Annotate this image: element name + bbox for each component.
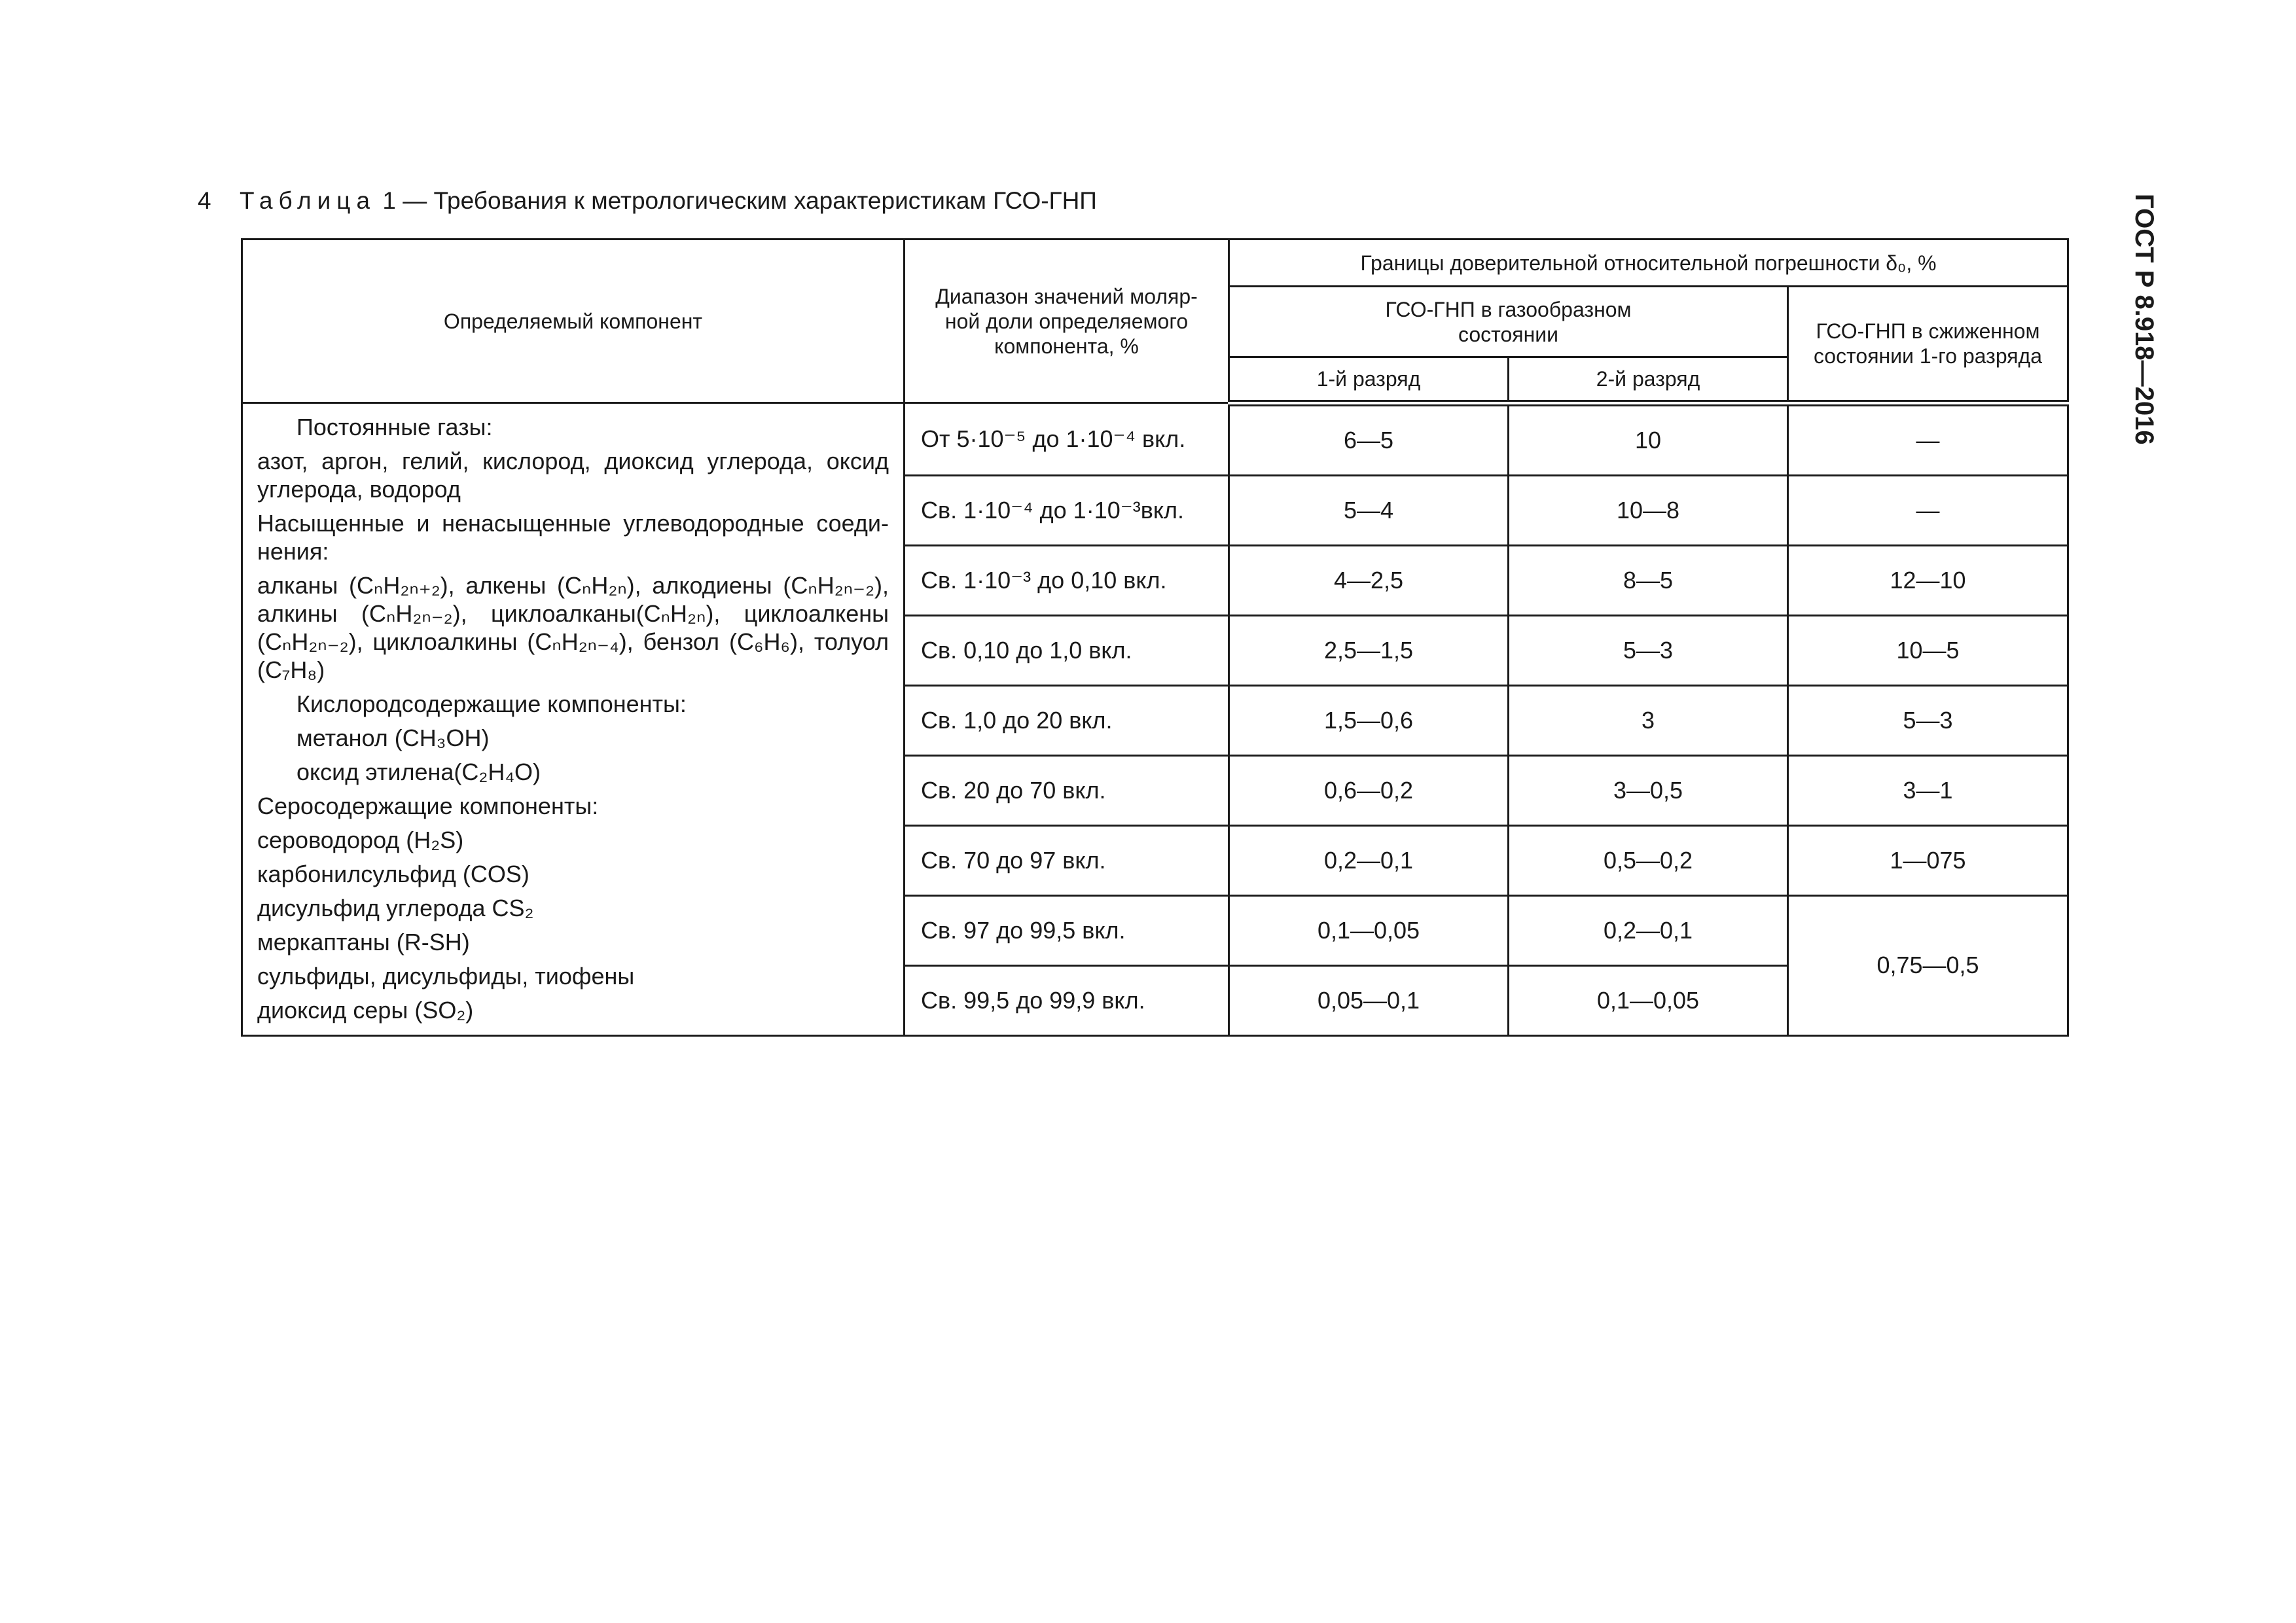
component-line: диоксид серы (SO₂) [257, 997, 474, 1024]
range-cell: Св. 70 до 97 вкл. [905, 825, 1229, 895]
rank1-cell: 4—2,5 [1229, 545, 1509, 615]
range-cell: Св. 0,10 до 1,0 вкл. [905, 615, 1229, 685]
component-line: алканы (CₙH₂ₙ₊₂), алкены (CₙH₂ₙ), алкодиены (CₙH₂ₙ₋₂), алкины (CₙH₂ₙ₋₂), циклоалканы(CₙH₂ₙ), циклоалкены (CₙH₂ₙ₋₂), циклоалкины (CₙH₂ₙ₋₄), бензол (C₆H₆), толуол (C₇H₈) [257, 572, 889, 683]
rank1-cell: 1,5—0,6 [1229, 685, 1509, 755]
rank2-cell: 3 [1509, 685, 1788, 755]
liquid-cell: 10—5 [1788, 615, 2068, 685]
component-line: метанол (CH₃OH) [296, 724, 490, 751]
header-range: Диапазон значений моляр-ной доли определяемого компонента, % [905, 240, 1229, 403]
rank1-cell: 0,1—0,05 [1229, 895, 1509, 965]
range-cell: Св. 1·10⁻⁴ до 1·10⁻³вкл. [905, 475, 1229, 545]
range-cell: Св. 1,0 до 20 вкл. [905, 685, 1229, 755]
component-line: азот, аргон, гелий, кислород, диоксид углерода, оксид углерода, водород [257, 448, 889, 503]
rank2-cell: 8—5 [1509, 545, 1788, 615]
range-cell: Св. 20 до 70 вкл. [905, 755, 1229, 825]
component-line: оксид этилена(C₂H₄O) [296, 758, 541, 785]
component-line: Кислородсодержащие компоненты: [296, 690, 687, 717]
component-line: сероводород (H₂S) [257, 827, 464, 853]
component-line: сульфиды, дисульфиды, тиофены [257, 963, 635, 990]
rank2-cell: 0,5—0,2 [1509, 825, 1788, 895]
liquid-cell: — [1788, 403, 2068, 476]
caption-title: 1 — Требования к метрологическим характеристикам ГСО-ГНП [376, 187, 1097, 214]
components-cell [242, 403, 905, 1036]
table-caption [240, 187, 1097, 215]
component-line: дисульфид углерода CS₂ [257, 895, 534, 921]
liquid-cell: 5—3 [1788, 685, 2068, 755]
range-cell: Св. 97 до 99,5 вкл. [905, 895, 1229, 965]
rank1-cell: 0,05—0,1 [1229, 965, 1509, 1035]
header-rank1: 1-й разряд [1229, 357, 1509, 403]
page-number: 4 [198, 187, 211, 214]
rank1-cell: 2,5—1,5 [1229, 615, 1509, 685]
range-cell: От 5·10⁻⁵ до 1·10⁻⁴ вкл. [905, 403, 1229, 476]
rank1-cell: 6—5 [1229, 403, 1509, 476]
liquid-cell: 12—10 [1788, 545, 2068, 615]
component-line: Насыщенные и ненасыщенные углеводородные соеди-нения: [257, 510, 889, 565]
range-cell: Св. 1·10⁻³ до 0,10 вкл. [905, 545, 1229, 615]
component-line: меркаптаны (R-SH) [257, 929, 470, 955]
header-rank2: 2-й разряд [1509, 357, 1788, 403]
metrology-table [241, 238, 2069, 1037]
document-code: ГОСТ Р 8.918—2016 [2130, 194, 2159, 445]
rank1-cell: 5—4 [1229, 475, 1509, 545]
rank2-cell: 0,1—0,05 [1509, 965, 1788, 1035]
liquid-cell: — [1788, 475, 2068, 545]
header-gas-state: ГСО-ГНП в газообразном состоянии [1229, 287, 1788, 357]
caption-prefix: Таблица [240, 187, 376, 214]
rank2-cell: 3—0,5 [1509, 755, 1788, 825]
rank1-cell: 0,2—0,1 [1229, 825, 1509, 895]
liquid-cell-merged: 0,75—0,5 [1788, 895, 2068, 1035]
liquid-cell: 3—1 [1788, 755, 2068, 825]
component-line: карбонилсульфид (COS) [257, 861, 529, 887]
liquid-cell: 1—075 [1788, 825, 2068, 895]
rank2-cell: 5—3 [1509, 615, 1788, 685]
component-line: Серосодержащие компоненты: [257, 793, 599, 819]
header-component: Определяемый компонент [242, 240, 905, 403]
header-liquid-state: ГСО-ГНП в сжиженном состоянии 1-го разряда [1788, 287, 2068, 403]
rank1-cell: 0,6—0,2 [1229, 755, 1509, 825]
rank2-cell: 0,2—0,1 [1509, 895, 1788, 965]
range-cell: Св. 99,5 до 99,9 вкл. [905, 965, 1229, 1035]
rank2-cell: 10—8 [1509, 475, 1788, 545]
rank2-cell: 10 [1509, 403, 1788, 476]
header-bounds: Границы доверительной относительной погрешности δ₀, % [1229, 240, 2068, 287]
component-line: Постоянные газы: [296, 414, 493, 440]
